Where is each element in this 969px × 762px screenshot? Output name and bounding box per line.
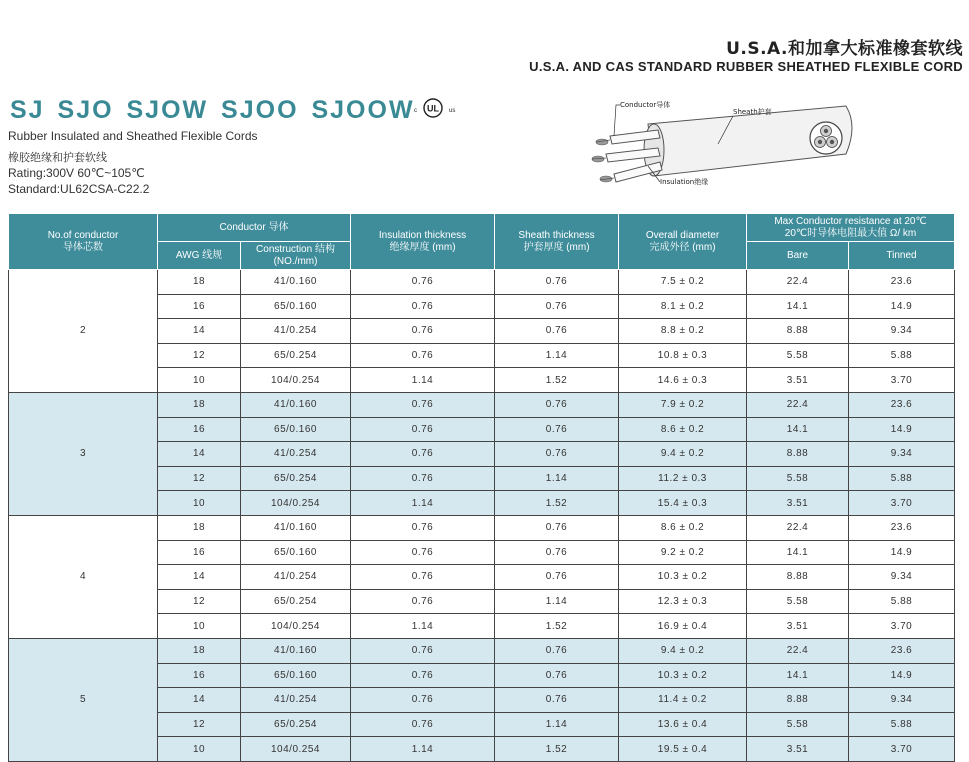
insulation-cell: 0.76 (351, 466, 495, 491)
awg-cell: 16 (158, 294, 241, 319)
insulation-cell: 1.14 (351, 368, 495, 393)
construction-cell: 41/0.254 (241, 442, 351, 467)
sheath-cell: 1.52 (495, 491, 619, 516)
awg-cell: 10 (158, 737, 241, 762)
diameter-cell: 8.1 ± 0.2 (619, 294, 747, 319)
ul-listed-icon (413, 97, 463, 119)
sheath-cell: 0.76 (495, 319, 619, 344)
construction-cell: 41/0.160 (241, 392, 351, 417)
diameter-cell: 9.4 ± 0.2 (619, 638, 747, 663)
tinned-resistance-cell: 23.6 (849, 392, 955, 417)
awg-cell: 10 (158, 491, 241, 516)
sheath-cell: 0.76 (495, 294, 619, 319)
cert-us-text: us (449, 108, 456, 114)
insulation-cell: 0.76 (351, 343, 495, 368)
conductor-count-cell: 4 (9, 515, 158, 638)
bare-resistance-cell: 8.88 (747, 688, 849, 713)
tinned-resistance-cell: 3.70 (849, 368, 955, 393)
conductor-count-cell: 3 (9, 392, 158, 515)
construction-cell: 65/0.160 (241, 417, 351, 442)
insulation-cell: 0.76 (351, 442, 495, 467)
header-insulation-thickness: Insulation thickness 绝缘厚度 (mm) (351, 214, 495, 270)
bare-resistance-cell: 3.51 (747, 737, 849, 762)
header-max-resistance: Max Conductor resistance at 20℃ 20℃时导体电阻最大值 Ω/ km (747, 214, 955, 242)
sheath-cell: 0.76 (495, 540, 619, 565)
insulation-cell: 0.76 (351, 540, 495, 565)
bare-resistance-cell: 3.51 (747, 491, 849, 516)
sheath-cell: 1.14 (495, 712, 619, 737)
insulation-cell: 0.76 (351, 319, 495, 344)
insulation-cell: 0.76 (351, 638, 495, 663)
page-title-cn: U.S.A.和加拿大标准橡套软线 (726, 39, 963, 59)
awg-cell: 18 (158, 270, 241, 295)
bare-resistance-cell: 22.4 (747, 270, 849, 295)
awg-cell: 18 (158, 392, 241, 417)
tinned-resistance-cell: 3.70 (849, 614, 955, 639)
diameter-cell: 9.2 ± 0.2 (619, 540, 747, 565)
page-title-en: U.S.A. AND CAS STANDARD RUBBER SHEATHED FLEXIBLE CORD (529, 59, 963, 74)
bare-resistance-cell: 5.58 (747, 466, 849, 491)
bare-resistance-cell: 22.4 (747, 392, 849, 417)
bare-resistance-cell: 8.88 (747, 565, 849, 590)
header-tinned: Tinned (849, 242, 955, 270)
bare-resistance-cell: 5.58 (747, 712, 849, 737)
insulation-cell: 0.76 (351, 712, 495, 737)
insulation-cell: 0.76 (351, 565, 495, 590)
tinned-resistance-cell: 14.9 (849, 663, 955, 688)
diameter-cell: 8.6 ± 0.2 (619, 515, 747, 540)
sheath-cell: 1.14 (495, 466, 619, 491)
bare-resistance-cell: 3.51 (747, 368, 849, 393)
diameter-cell: 9.4 ± 0.2 (619, 442, 747, 467)
construction-cell: 104/0.254 (241, 614, 351, 639)
insulation-cell: 0.76 (351, 392, 495, 417)
construction-cell: 41/0.254 (241, 565, 351, 590)
tinned-resistance-cell: 5.88 (849, 343, 955, 368)
diameter-cell: 10.8 ± 0.3 (619, 343, 747, 368)
insulation-cell: 0.76 (351, 589, 495, 614)
table-row (9, 638, 955, 663)
bare-resistance-cell: 22.4 (747, 638, 849, 663)
awg-cell: 14 (158, 565, 241, 590)
insulation-cell: 0.76 (351, 294, 495, 319)
awg-cell: 18 (158, 638, 241, 663)
diameter-cell: 13.6 ± 0.4 (619, 712, 747, 737)
conductor-label: Conductor导体 (620, 101, 671, 109)
diameter-cell: 8.8 ± 0.2 (619, 319, 747, 344)
diameter-cell: 8.6 ± 0.2 (619, 417, 747, 442)
tinned-resistance-cell: 9.34 (849, 565, 955, 590)
insulation-cell: 1.14 (351, 737, 495, 762)
tinned-resistance-cell: 3.70 (849, 491, 955, 516)
header-construction: Construction 结构 (NO./mm) (241, 242, 351, 270)
construction-cell: 65/0.254 (241, 466, 351, 491)
sheath-label: Sheath护套 (733, 108, 772, 116)
sheath-cell: 0.76 (495, 638, 619, 663)
construction-cell: 65/0.160 (241, 540, 351, 565)
diameter-cell: 12.3 ± 0.3 (619, 589, 747, 614)
sheath-cell: 0.76 (495, 515, 619, 540)
construction-cell: 41/0.160 (241, 515, 351, 540)
bare-resistance-cell: 8.88 (747, 442, 849, 467)
awg-cell: 12 (158, 466, 241, 491)
insulation-cell: 1.14 (351, 491, 495, 516)
awg-cell: 10 (158, 368, 241, 393)
diameter-cell: 19.5 ± 0.4 (619, 737, 747, 762)
diameter-cell: 10.3 ± 0.2 (619, 565, 747, 590)
table-row (9, 392, 955, 417)
construction-cell: 65/0.160 (241, 663, 351, 688)
sheath-cell: 0.76 (495, 663, 619, 688)
tinned-resistance-cell: 5.88 (849, 712, 955, 737)
tinned-resistance-cell: 23.6 (849, 270, 955, 295)
sheath-cell: 0.76 (495, 417, 619, 442)
awg-cell: 18 (158, 515, 241, 540)
insulation-cell: 0.76 (351, 688, 495, 713)
diameter-cell: 14.6 ± 0.3 (619, 368, 747, 393)
sheath-cell: 1.52 (495, 737, 619, 762)
construction-cell: 41/0.254 (241, 688, 351, 713)
awg-cell: 16 (158, 417, 241, 442)
sheath-cell: 1.14 (495, 343, 619, 368)
product-standard: Standard:UL62CSA-C22.2 (8, 182, 150, 196)
awg-cell: 12 (158, 343, 241, 368)
insulation-cell: 0.76 (351, 663, 495, 688)
awg-cell: 16 (158, 540, 241, 565)
insulation-cell: 1.14 (351, 614, 495, 639)
cert-ul-text: UL (427, 103, 439, 114)
tinned-resistance-cell: 14.9 (849, 294, 955, 319)
awg-cell: 14 (158, 319, 241, 344)
header-sheath-thickness: Sheath thickness 护套厚度 (mm) (495, 214, 619, 270)
product-models: SJ SJO SJOW SJOO SJOOW (10, 96, 415, 124)
bare-resistance-cell: 5.58 (747, 589, 849, 614)
sheath-cell: 0.76 (495, 565, 619, 590)
construction-cell: 65/0.254 (241, 712, 351, 737)
sheath-cell: 0.76 (495, 442, 619, 467)
sheath-cell: 0.76 (495, 688, 619, 713)
awg-cell: 14 (158, 688, 241, 713)
diameter-cell: 15.4 ± 0.3 (619, 491, 747, 516)
tinned-resistance-cell: 9.34 (849, 442, 955, 467)
header-bare: Bare (747, 242, 849, 270)
header-no-of-conductor: No.of conductor 导体芯数 (9, 214, 158, 270)
insulation-cell: 0.76 (351, 417, 495, 442)
tinned-resistance-cell: 23.6 (849, 638, 955, 663)
construction-cell: 65/0.254 (241, 343, 351, 368)
product-rating: Rating:300V 60℃~105℃ (8, 166, 145, 180)
tinned-resistance-cell: 14.9 (849, 417, 955, 442)
construction-cell: 65/0.160 (241, 294, 351, 319)
bare-resistance-cell: 8.88 (747, 319, 849, 344)
conductor-count-cell: 5 (9, 638, 158, 761)
diameter-cell: 11.2 ± 0.3 (619, 466, 747, 491)
diameter-cell: 7.5 ± 0.2 (619, 270, 747, 295)
awg-cell: 12 (158, 589, 241, 614)
header-overall-diameter: Overall diameter 完成外径 (mm) (619, 214, 747, 270)
awg-cell: 10 (158, 614, 241, 639)
bare-resistance-cell: 3.51 (747, 614, 849, 639)
tinned-resistance-cell: 9.34 (849, 688, 955, 713)
bare-resistance-cell: 5.58 (747, 343, 849, 368)
construction-cell: 65/0.254 (241, 589, 351, 614)
bare-resistance-cell: 14.1 (747, 540, 849, 565)
construction-cell: 104/0.254 (241, 491, 351, 516)
awg-cell: 12 (158, 712, 241, 737)
specification-table (8, 213, 955, 762)
diameter-cell: 7.9 ± 0.2 (619, 392, 747, 417)
table-row (9, 515, 955, 540)
construction-cell: 104/0.254 (241, 737, 351, 762)
diameter-cell: 16.9 ± 0.4 (619, 614, 747, 639)
tinned-resistance-cell: 3.70 (849, 737, 955, 762)
bare-resistance-cell: 14.1 (747, 663, 849, 688)
sheath-cell: 0.76 (495, 270, 619, 295)
sheath-cell: 1.14 (495, 589, 619, 614)
tinned-resistance-cell: 5.88 (849, 466, 955, 491)
product-description-en: Rubber Insulated and Sheathed Flexible Cords (8, 129, 258, 143)
sheath-cell: 1.52 (495, 368, 619, 393)
construction-cell: 41/0.160 (241, 270, 351, 295)
construction-cell: 104/0.254 (241, 368, 351, 393)
bare-resistance-cell: 22.4 (747, 515, 849, 540)
diameter-cell: 10.3 ± 0.2 (619, 663, 747, 688)
tinned-resistance-cell: 5.88 (849, 589, 955, 614)
awg-cell: 16 (158, 663, 241, 688)
tinned-resistance-cell: 14.9 (849, 540, 955, 565)
diameter-cell: 11.4 ± 0.2 (619, 688, 747, 713)
insulation-cell: 0.76 (351, 270, 495, 295)
table-body (9, 270, 955, 762)
tinned-resistance-cell: 9.34 (849, 319, 955, 344)
insulation-label: Insulation绝缘 (660, 178, 709, 186)
tinned-resistance-cell: 23.6 (849, 515, 955, 540)
construction-cell: 41/0.160 (241, 638, 351, 663)
bare-resistance-cell: 14.1 (747, 294, 849, 319)
sheath-cell: 0.76 (495, 392, 619, 417)
table-row (9, 270, 955, 295)
cable-cross-section-icon (808, 120, 844, 156)
sheath-cell: 1.52 (495, 614, 619, 639)
awg-cell: 14 (158, 442, 241, 467)
insulation-cell: 0.76 (351, 515, 495, 540)
cert-c-text: c (414, 108, 417, 114)
product-description-cn: 橡胶绝缘和护套软线 (8, 151, 107, 164)
construction-cell: 41/0.254 (241, 319, 351, 344)
bare-resistance-cell: 14.1 (747, 417, 849, 442)
header-awg: AWG 线规 (158, 242, 241, 270)
conductor-count-cell: 2 (9, 270, 158, 393)
header-conductor: Conductor 导体 (158, 214, 351, 242)
